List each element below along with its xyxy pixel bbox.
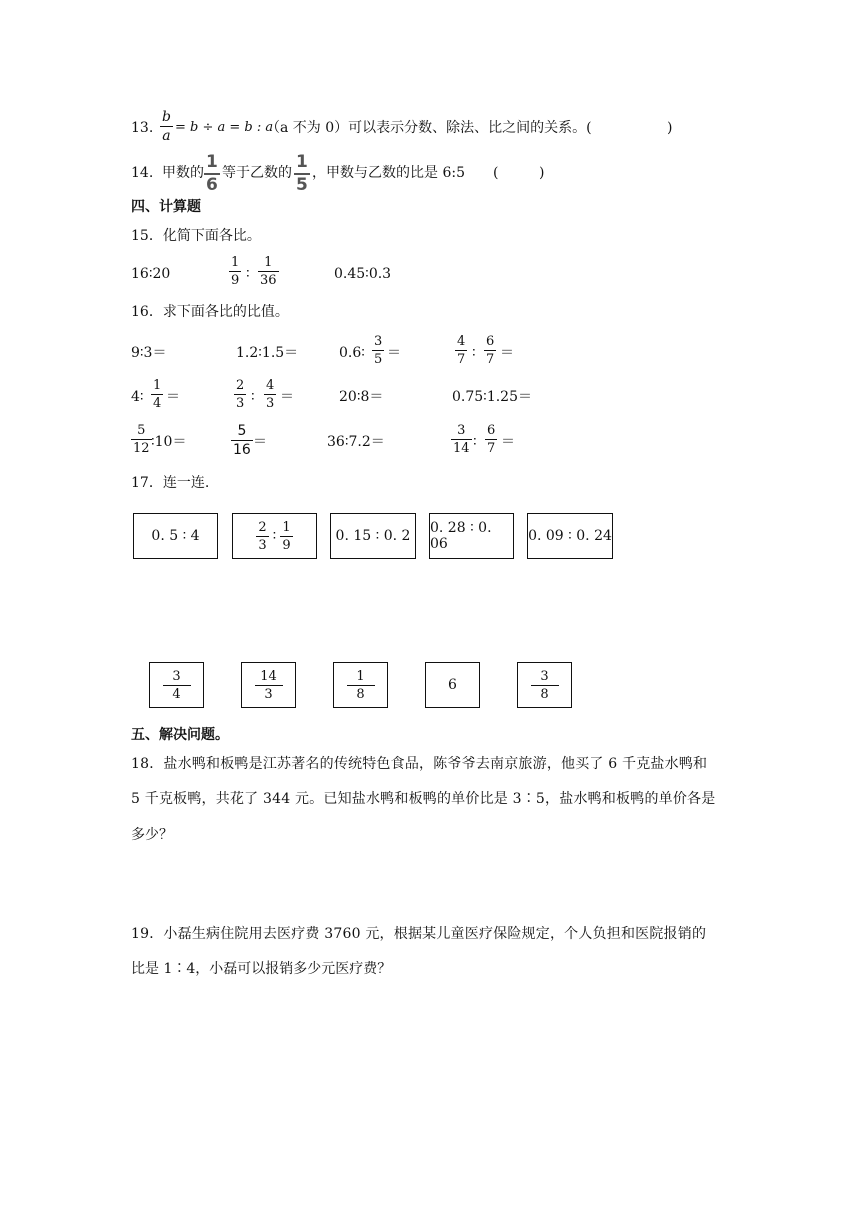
q16-r1c4-post: ＝: [500, 345, 514, 361]
box-frac-b: [280, 521, 292, 552]
frac-num: 6: [487, 423, 496, 438]
frac-num: 1: [153, 378, 162, 393]
q16-r1c2: 1.2∶1.5＝: [236, 345, 299, 361]
frac-den: 8: [540, 686, 549, 702]
frac-den: 7: [486, 352, 495, 367]
section-5-title: 五、解决问题。: [131, 727, 229, 743]
q14-answer-close: ): [539, 165, 545, 181]
frac-den: 9: [282, 537, 291, 553]
match-bottom-box-2[interactable]: [241, 662, 296, 708]
frac-num: 1: [206, 152, 218, 172]
box-label: 0. 15 ∶ 0. 2: [335, 528, 411, 544]
frac-num: 5: [237, 423, 247, 439]
frac-den: 9: [231, 273, 240, 288]
frac-den: 3: [264, 686, 273, 702]
q13-fraction: [160, 110, 173, 143]
q14-text1: 甲数的: [162, 165, 204, 181]
frac-num: 1: [231, 255, 240, 270]
q16-r2c2-frac-a: [234, 379, 246, 410]
q16-r2c1-frac: [151, 379, 163, 410]
match-bottom-box-5[interactable]: [517, 662, 572, 708]
frac-num: 4: [266, 378, 275, 393]
frac-bar: [484, 350, 496, 351]
q15-prompt: 15．化简下面各比。: [131, 228, 261, 244]
q14-answer-open: (: [493, 165, 499, 181]
frac-num: 5: [137, 423, 146, 438]
q16-r2c3: 20∶8＝: [339, 389, 384, 405]
match-bottom-box-4[interactable]: [425, 662, 480, 708]
box-sep: ∶: [272, 528, 277, 544]
frac-bar: [151, 394, 163, 395]
frac-bar: [231, 440, 253, 441]
q14-text3: ，甲数与乙数的比是 6:5: [312, 165, 465, 181]
box-label: 0. 5 ∶ 4: [151, 528, 200, 544]
q18-line3: 多少？: [131, 827, 173, 843]
q18-line2: 5 千克板鸭，共花了 344 元。已知盐水鸭和板鸭的单价比是 3∶5，盐水鸭和板鸭的单价各是: [131, 791, 716, 807]
frac-den: 36: [260, 273, 277, 288]
frac-bar: [256, 536, 268, 537]
frac-den: 3: [266, 396, 275, 411]
q16-r1c3-pre: 0.6∶: [339, 345, 365, 361]
q13-formula: = b ÷ a = b : a: [175, 120, 274, 135]
box-frac: [347, 670, 375, 701]
box-frac: [163, 670, 191, 701]
q17-prompt: 17．连一连.: [131, 475, 210, 491]
box-frac-a: [256, 521, 268, 552]
q16-r1c4-sep: ∶: [472, 345, 476, 361]
q16-prompt: 16．求下面各比的比值。: [131, 304, 289, 320]
frac-num: 3: [172, 668, 181, 684]
q16-r2c2-sep: ∶: [251, 389, 255, 405]
q19-line1: 19．小磊生病住院用去医疗费 3760 元，根据某儿童医疗保险规定，个人负担和医院报销的: [131, 926, 707, 942]
frac-bar: [485, 439, 497, 440]
frac-num: b: [162, 109, 171, 125]
frac-den: 7: [457, 352, 466, 367]
frac-bar: [131, 439, 152, 440]
box-label: 0. 09 ∶ 0. 24: [528, 528, 612, 544]
frac-den: 3: [236, 396, 245, 411]
q15-item1: 16∶20: [131, 266, 171, 282]
frac-den: 6: [206, 175, 218, 195]
frac-num: 3: [374, 334, 383, 349]
q18-line1: 18．盐水鸭和板鸭是江苏著名的传统特色食品，陈爷爷去南京旅游，他买了 6 千克盐水鸭和: [131, 756, 708, 772]
q15-item2-frac-b: [258, 256, 279, 287]
frac-bar: [455, 350, 467, 351]
frac-bar: [264, 394, 276, 395]
frac-num: 6: [486, 334, 495, 349]
match-top-box-1[interactable]: [133, 513, 218, 559]
frac-num: 2: [258, 519, 267, 535]
frac-bar: [347, 685, 375, 686]
q13-note: （a 不为 0）可以表示分数、除法、比之间的关系。(: [266, 120, 592, 136]
frac-num: 3: [457, 423, 466, 438]
frac-den: 14: [453, 441, 470, 456]
q16-r2c2-frac-b: [264, 379, 276, 410]
q16-r1c4-frac-b: [484, 335, 496, 366]
q16-r1c1: 9∶3＝: [131, 345, 167, 361]
match-bottom-box-3[interactable]: [333, 662, 388, 708]
q16-r3c3: 36∶7.2＝: [327, 434, 385, 450]
frac-bar: [229, 271, 241, 272]
frac-num: 1: [264, 255, 273, 270]
q13-number: 13.: [131, 120, 154, 136]
frac-num: 1: [356, 668, 365, 684]
frac-den: 4: [172, 686, 181, 702]
q16-r2c2-post: ＝: [280, 389, 294, 405]
frac-den: 5: [374, 352, 383, 367]
frac-num: 14: [260, 668, 277, 684]
box-label: 6: [448, 677, 457, 693]
q16-r1c3-post: ＝: [387, 345, 401, 361]
frac-den: 7: [487, 441, 496, 456]
box-label: 0. 28 ∶ 0. 06: [430, 520, 492, 552]
q16-r3c4-frac-b: [485, 424, 497, 455]
q16-r3c4-frac-a: [451, 424, 472, 455]
match-top-box-4[interactable]: [429, 513, 514, 559]
q15-item2-sep: ∶: [246, 266, 250, 282]
q16-r2c1-pre: 4∶: [131, 389, 144, 405]
frac-num: 4: [457, 334, 466, 349]
frac-num: 3: [540, 668, 549, 684]
frac-num: 1: [282, 519, 291, 535]
frac-bar: [372, 350, 384, 351]
match-top-box-2[interactable]: [232, 513, 317, 559]
q16-r1c4-frac-a: [455, 335, 467, 366]
q16-r3c1-post: ∶10＝: [151, 434, 187, 450]
q16-r2c4: 0.75∶1.25＝: [452, 389, 532, 405]
q14-frac2: [294, 154, 310, 194]
frac-bar: [280, 536, 292, 537]
frac-bar: [451, 439, 472, 440]
q14-frac1: [204, 154, 220, 194]
q16-r1c3-frac: [372, 335, 384, 366]
frac-den: 16: [233, 442, 251, 458]
q13-answer-close: ): [667, 120, 673, 136]
frac-num: 1: [296, 152, 308, 172]
frac-den: 5: [296, 175, 308, 195]
q14-number: 14.: [131, 165, 154, 181]
q16-r3c1-frac: [131, 424, 152, 455]
frac-bar: [160, 126, 173, 127]
match-top-box-3[interactable]: [330, 513, 416, 559]
frac-den: 8: [356, 686, 365, 702]
section-4-title: 四、计算题: [131, 199, 201, 215]
frac-den: 12: [133, 441, 150, 456]
frac-bar: [234, 394, 246, 395]
q16-r3c2-post: ＝: [253, 434, 267, 450]
q14-text2: 等于乙数的: [222, 165, 292, 181]
frac-num: 2: [236, 378, 245, 393]
frac-den: a: [162, 128, 171, 144]
frac-bar: [531, 685, 559, 686]
q15-item3: 0.45∶0.3: [334, 266, 392, 282]
q16-r3c4-sep: ∶: [473, 434, 477, 450]
frac-bar: [258, 271, 279, 272]
frac-den: 4: [153, 396, 162, 411]
q16-r3c4-post: ＝: [501, 434, 515, 450]
q19-line2: 比是 1∶4，小磊可以报销多少元医疗费？: [131, 961, 392, 977]
box-frac: [255, 670, 283, 701]
frac-bar: [255, 685, 283, 686]
match-bottom-box-1[interactable]: [149, 662, 204, 708]
frac-bar: [163, 685, 191, 686]
box-frac: [531, 670, 559, 701]
frac-den: 3: [258, 537, 267, 553]
q15-item2-frac-a: [229, 256, 241, 287]
q16-r3c2-frac: [231, 424, 253, 457]
match-top-box-5[interactable]: [527, 513, 613, 559]
q16-r2c1-post: ＝: [166, 389, 180, 405]
